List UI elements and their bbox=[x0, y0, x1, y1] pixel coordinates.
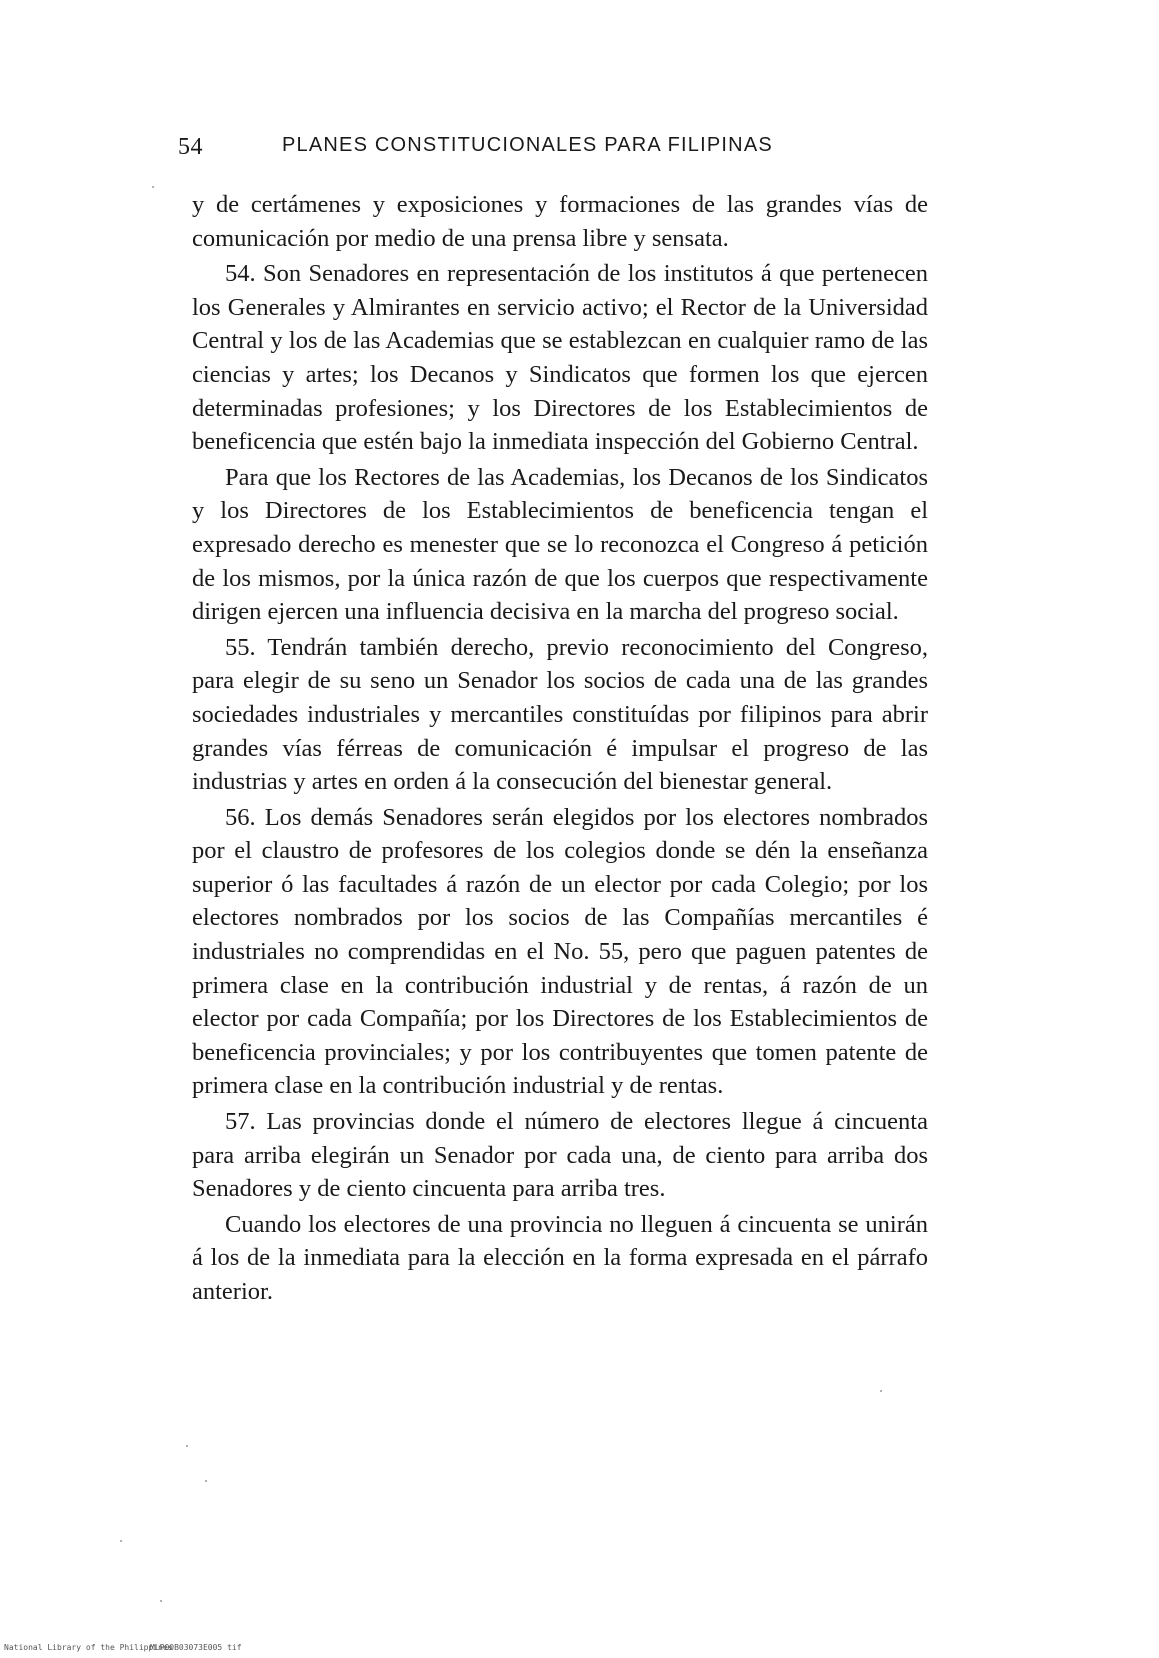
paragraph-article-57: 57. Las provincias donde el número de electores llegue á cincuenta para arriba elegirán un Senador por cada una, de ciento para arriba dos Senadores y de ciento cincuenta para arriba tres. bbox=[192, 1108, 928, 1203]
running-title: PLANES CONSTITUCIONALES PARA FILIPINAS bbox=[282, 134, 773, 156]
scan-speck bbox=[205, 1480, 207, 1482]
paragraph-article-54: 54. Son Senadores en representación de los institutos á que pertenecen los Generales y Almirantes en servicio activo; el Rector de la Universidad Central y los de las Academias que se establezcan en cualquier ramo de las ciencias y artes; los Decanos y Sindicatos que formen los que ejercen determinadas profesiones; y los Directores de los Establecimientos de beneficencia que estén bajo la inmediata inspección del Gobierno Central. bbox=[192, 260, 928, 456]
page-number: 54 bbox=[178, 134, 203, 160]
scan-speck bbox=[160, 1600, 162, 1602]
paragraph-article-55: 55. Tendrán también derecho, previo reconocimiento del Congreso, para elegir de su seno un Senador los socios de cada una de las grandes sociedades industriales y mercantiles constituídas por filipinos para abrir grandes vías férreas de comunicación é impulsar el progreso de las industrias y artes en orden á la consecución del bienestar general. bbox=[192, 633, 928, 796]
paragraph-article-56: 56. Los demás Senadores serán elegidos por los electores nombrados por el claustro de profesores de los colegios donde se dén la enseñanza superior ó las facultades á razón de un elector por cada Colegio; por los electores nombrados por los socios de las Compañías mercantiles é industriales no comprendidas en el No. 55, pero que paguen patentes de primera clase en la contribución industrial y de rentas, á razón de un elector por cada Compañía; por los Directores de los Establecimientos de beneficencia provinciales; y por los contribuyentes que tomen patente de primera clase en la contribución industrial y de rentas. bbox=[192, 803, 928, 1100]
paragraph-continuation: y de certámenes y exposiciones y formaciones de las grandes vías de comunicación por medio de una prensa libre y sensata. bbox=[192, 191, 928, 252]
scan-speck bbox=[880, 1390, 882, 1392]
footer-code: MLP00B03073E005 tif bbox=[150, 1643, 242, 1652]
scan-speck bbox=[152, 186, 154, 188]
footer-library: National Library of the Philippines bbox=[4, 1643, 173, 1652]
scan-speck bbox=[120, 1540, 122, 1542]
scan-speck bbox=[186, 1445, 188, 1447]
paragraph-article-57-continued: Cuando los electores de una provincia no lleguen á cincuenta se unirán á los de la inmediata para la elección en la forma expresada en el párrafo anterior. bbox=[192, 1210, 928, 1305]
running-head bbox=[178, 134, 928, 168]
body-text bbox=[192, 188, 928, 1309]
paragraph-article-54-continued: Para que los Rectores de las Academias, los Decanos de los Sindicatos y los Directores de los Establecimientos de beneficencia tengan el expresado derecho es menester que se lo reconozca el Congreso á petición de los mismos, por la única razón de que los cuerpos que respectivamente dirigen ejercen una influencia decisiva en la marcha del progreso social. bbox=[192, 463, 928, 626]
